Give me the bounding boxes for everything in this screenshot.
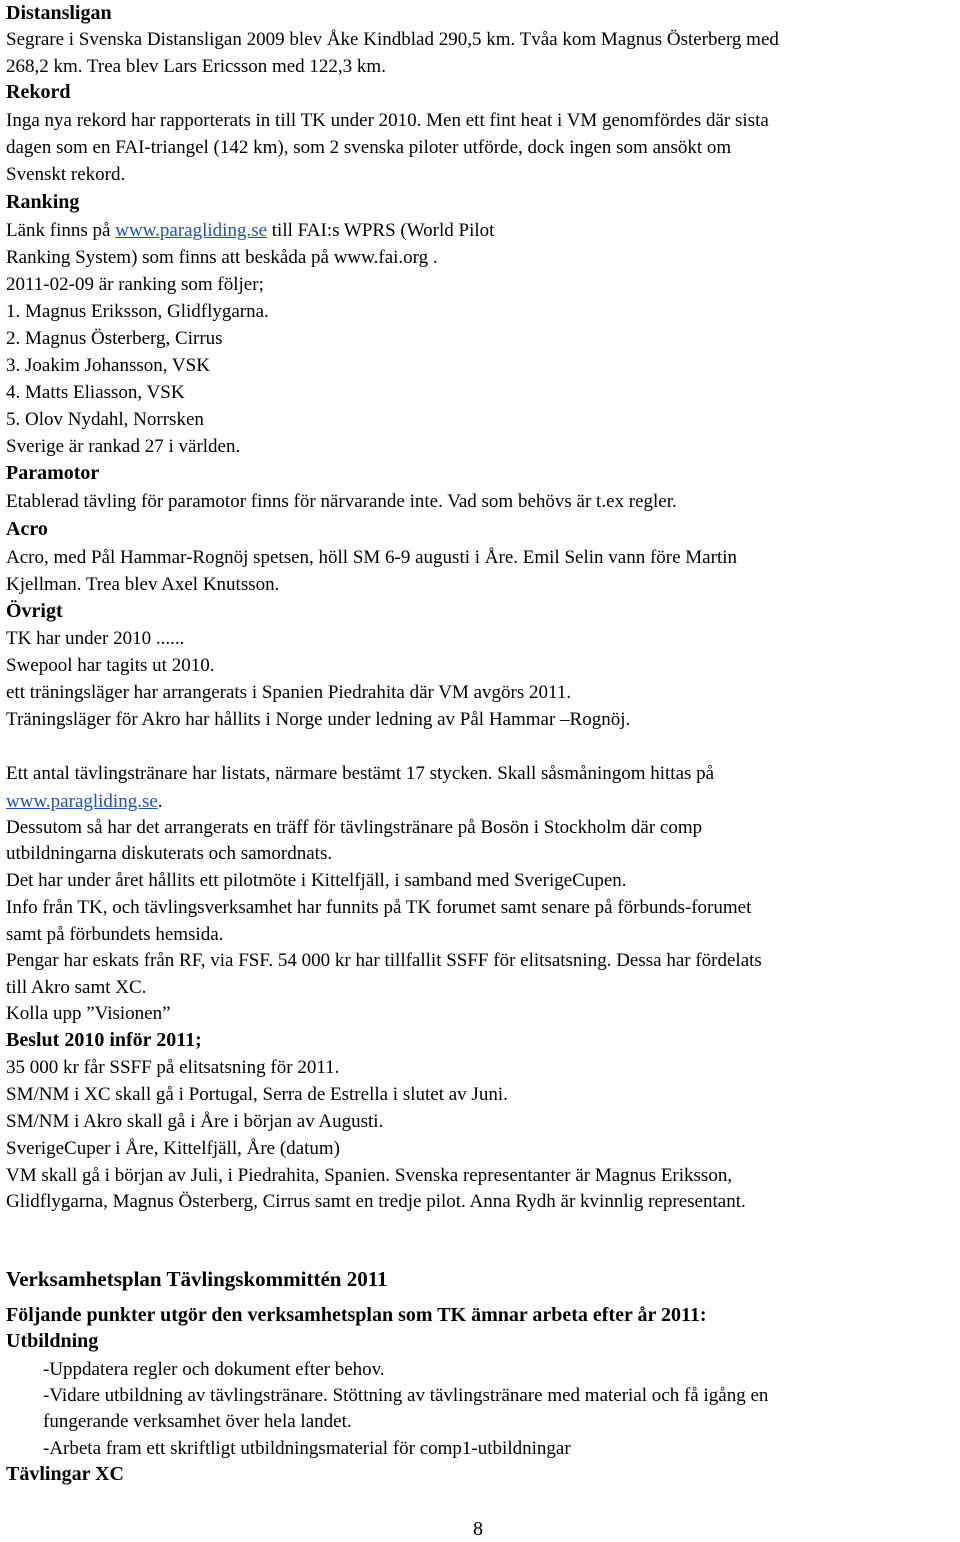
plan-item: -Vidare utbildning av tävlingstränare. Stöttning av tävlingstränare med material och få igång en <box>43 1385 769 1406</box>
text-line: till Akro samt XC. <box>6 977 147 998</box>
section-heading: Paramotor <box>6 462 100 484</box>
text-line-with-link <box>6 217 494 244</box>
text-line: 4. Matts Eliasson, VSK <box>6 382 185 403</box>
text-line: Sverige är rankad 27 i världen. <box>6 436 241 457</box>
text-line: Ett antal tävlingstränare har listats, närmare bestämt 17 stycken. Skall såsmåningom hittas på <box>6 763 715 784</box>
text-line: utbildningarna diskuterats och samordnats. <box>6 843 333 864</box>
text-line: 5. Olov Nydahl, Norrsken <box>6 409 204 430</box>
text-line: Glidflygarna, Magnus Österberg, Cirrus samt en tredje pilot. Anna Rydh är kvinnlig representant. <box>6 1191 746 1212</box>
plan-item: fungerande verksamhet över hela landet. <box>43 1411 352 1432</box>
text-line: 3. Joakim Johansson, VSK <box>6 355 210 376</box>
text-line: Swepool har tagits ut 2010. <box>6 655 215 676</box>
text-line: ett träningsläger har arrangerats i Spanien Piedrahita där VM avgörs 2011. <box>6 682 572 703</box>
link-prefix-text: Länk finns på <box>6 220 116 241</box>
text-line: Svenskt rekord. <box>6 164 126 185</box>
text-line: Info från TK, och tävlingsverksamhet har funnits på TK forumet samt senare på förbunds-forumet <box>6 897 752 918</box>
text-line: SverigeCuper i Åre, Kittelfjäll, Åre (datum) <box>6 1138 340 1159</box>
text-line: SM/NM i XC skall gå i Portugal, Serra de Estrella i slutet av Juni. <box>6 1084 508 1105</box>
text-line: Träningsläger för Akro har hållits i Norge under ledning av Pål Hammar –Rognöj. <box>6 709 631 730</box>
section-heading: Acro <box>6 518 48 540</box>
link-suffix-text: . <box>157 791 163 812</box>
section-heading: Beslut 2010 inför 2011; <box>6 1029 202 1051</box>
text-line: Etablerad tävling för paramotor finns för närvarande inte. Vad som behövs är t.ex regler. <box>6 491 677 512</box>
text-line: 1. Magnus Eriksson, Glidflygarna. <box>6 301 269 322</box>
text-line: VM skall gå i början av Juli, i Piedrahita, Spanien. Svenska representanter är Magnus Eriksson, <box>6 1165 733 1186</box>
section-heading: Övrigt <box>6 600 63 622</box>
text-line: Kjellman. Trea blev Axel Knutsson. <box>6 574 280 595</box>
text-line: Acro, med Pål Hammar-Rognöj spetsen, höll SM 6-9 augusti i Åre. Emil Selin vann före Martin <box>6 547 737 568</box>
paragliding-link[interactable]: www.paragliding.se <box>115 220 268 241</box>
text-line: SM/NM i Akro skall gå i Åre i början av Augusti. <box>6 1111 384 1132</box>
plan-intro: Följande punkter utgör den verksamhetsplan som TK ämnar arbeta efter år 2011: <box>6 1304 707 1326</box>
section-heading: Distansligan <box>6 2 112 24</box>
text-line: Det har under året hållits ett pilotmöte i Kittelfjäll, i samband med SverigeCupen. <box>6 870 627 891</box>
text-line: dagen som en FAI-triangel (142 km), som 2 svenska piloter utförde, dock ingen som ansökt om <box>6 137 732 158</box>
plan-section-tavlingar-xc: Tävlingar XC <box>6 1463 124 1485</box>
plan-section-utbildning: Utbildning <box>6 1330 99 1352</box>
text-line: Pengar har eskats från RF, via FSF. 54 000 kr har tillfallit SSFF för elitsatsning. Dessa har fördelats <box>6 950 762 971</box>
text-line: 2011-02-09 är ranking som följer; <box>6 274 264 295</box>
text-line-with-link <box>6 788 163 815</box>
text-line: Kolla upp ”Visionen” <box>6 1003 171 1024</box>
link-suffix-text: till FAI:s WPRS (World Pilot <box>267 220 495 241</box>
text-line: samt på förbundets hemsida. <box>6 924 224 945</box>
text-line: 2. Magnus Österberg, Cirrus <box>6 328 223 349</box>
plan-item: -Uppdatera regler och dokument efter behov. <box>43 1359 385 1380</box>
text-line: TK har under 2010 ...... <box>6 628 185 649</box>
plan-item: -Arbeta fram ett skriftligt utbildningsmaterial för comp1-utbildningar <box>43 1438 571 1459</box>
plan-title: Verksamhetsplan Tävlingskommittén 2011 <box>6 1267 388 1291</box>
section-heading: Rekord <box>6 81 71 103</box>
section-heading: Ranking <box>6 191 80 213</box>
text-line: 35 000 kr får SSFF på elitsatsning för 2011. <box>6 1057 340 1078</box>
paragliding-link[interactable]: www.paragliding.se <box>6 791 158 812</box>
text-line: Dessutom så har det arrangerats en träff för tävlingstränare på Bosön i Stockholm där comp <box>6 817 703 838</box>
page-number: 8 <box>473 1518 483 1540</box>
text-line: Inga nya rekord har rapporterats in till TK under 2010. Men ett fint heat i VM genomfördes där sista <box>6 110 769 131</box>
text-line: Segrare i Svenska Distansligan 2009 blev Åke Kindblad 290,5 km. Tvåa kom Magnus Österberg med <box>6 29 779 50</box>
text-line: Ranking System) som finns att beskåda på www.fai.org . <box>6 247 438 268</box>
text-line: 268,2 km. Trea blev Lars Ericsson med 122,3 km. <box>6 56 386 77</box>
